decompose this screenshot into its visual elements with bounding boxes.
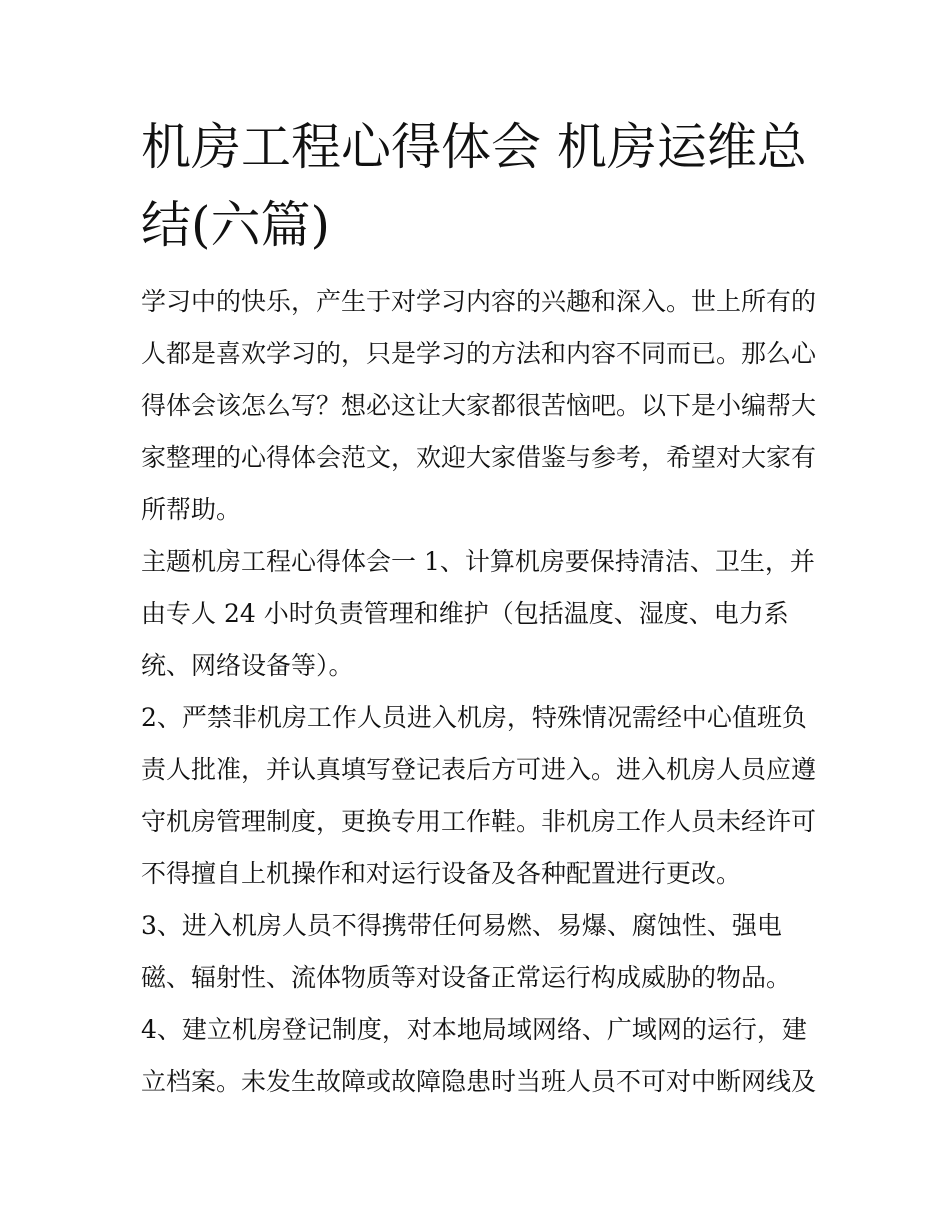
paragraph-item-1: 主题机房工程心得体会一 1、计算机房要保持清洁、卫生，并由专人 24 小时负责管理和维护（包括温度、湿度、电力系统、网络设备等）。 (141, 547, 815, 680)
document-body (141, 276, 823, 1108)
paragraph-item-3: 3、进入机房人员不得携带任何易燃、易爆、腐蚀性、强电磁、辐射性、流体物质等对设备正常运行构成威胁的物品。 (141, 911, 792, 992)
document-title: 机房工程心得体会 机房运维总结(六篇) (141, 118, 807, 254)
intro-paragraph: 学习中的快乐，产生于对学习内容的兴趣和深入。世上所有的人都是喜欢学习的，只是学习的方法和内容不同而已。那么心得体会该怎么写？想必这让大家都很苦恼吧。以下是小编帮大家整理的心得体会范文，欢迎大家借鉴与参考，希望对大家有所帮助。 (141, 287, 817, 524)
paragraph-item-4: 4、建立机房登记制度，对本地局域网络、广域网的运行，建立档案。未发生故障或故障隐患时当班人员不可对中断网线及 (141, 1015, 817, 1096)
paragraph-item-2: 2、严禁非机房工作人员进入机房，特殊情况需经中心值班负责人批准，并认真填写登记表后方可进入。进入机房人员应遵守机房管理制度，更换专用工作鞋。非机房工作人员未经许可不得擅自上机操作和对运行设备及各种配置进行更改。 (141, 703, 817, 888)
